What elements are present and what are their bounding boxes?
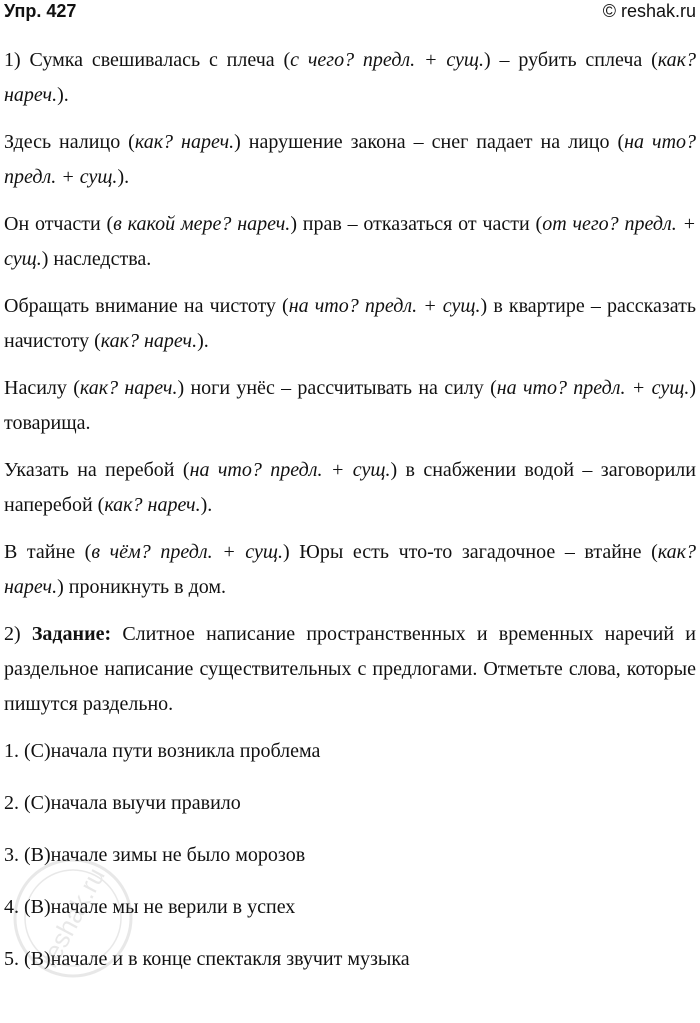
answer-option: 2. (С)начала выучи правило [4,792,241,814]
sentence-text: ) – рубить сплеча ( [484,49,658,71]
example-paragraph [4,125,696,195]
sentence-text: ) в квартире – рассказать начистоту ( [4,295,696,352]
task-prefix: 2) [4,623,32,645]
grammar-note: как? нареч. [134,131,235,153]
sentence-text: ) нарушение закона – снег падает на лицо ( [234,131,625,153]
example-paragraph [4,535,696,605]
grammar-note: с чего? предл. + сущ. [290,49,485,71]
example-paragraph [4,289,696,359]
paragraph-list [4,43,696,605]
site-copyright: © reshak.ru [602,1,696,21]
sentence-text: Обращать внимание на чистоту ( [4,295,289,317]
task-text: Слитное написание пространственных и временных наречий и раздельное написание существительных с предлогами. Отметьте слова, которые пишутся раздельно. [4,623,696,715]
grammar-note: на что? предл. + сущ. [4,131,697,188]
sentence-text: ) наследства. [41,248,152,270]
sentence-text: ) ноги унёс – рассчитывать на силу ( [177,377,497,399]
sentence-text: ). [197,330,209,352]
grammar-note: на что? предл. + сущ. [189,459,391,481]
sentence-text: ) проникнуть в дом. [57,576,227,598]
answer-option: 4. (В)начале мы не верили в успех [4,896,296,918]
sentence-text: 1) Сумка свешивалась с плеча ( [4,49,291,71]
example-paragraph [4,43,696,113]
example-paragraph [4,371,696,441]
answer-options [4,734,696,977]
answer-option: 5. (В)начале и в конце спектакля звучит музыка [4,948,410,970]
sentence-text: ) прав – отказаться от части ( [290,213,543,235]
sentence-text: ). [117,166,130,188]
task-intro [4,617,696,722]
sentence-text: ) в снабжении водой – заговорили наперебой ( [4,459,696,516]
sentence-text: Здесь налицо ( [4,131,135,153]
grammar-note: как? нареч. [100,330,198,352]
grammar-note: как? нареч. [79,377,178,399]
sentence-text: Он отчасти ( [4,213,114,235]
grammar-note: как? нареч. [104,494,201,516]
grammar-note: как? нареч. [4,49,696,106]
grammar-note: на что? предл. + сущ. [288,295,481,317]
sentence-text: Насилу ( [4,377,80,399]
sentence-text: ) товарища. [4,377,696,434]
grammar-note: от чего? предл. + сущ. [4,213,696,270]
example-paragraph [4,453,696,523]
grammar-note: в какой мере? нареч. [113,213,291,235]
task-label: Задание: [31,623,112,645]
exercise-content [4,43,696,994]
sentence-text: Указать на перебой ( [4,459,190,481]
page-header [0,0,700,26]
grammar-note: в чём? предл. + сущ. [91,541,284,563]
sentence-text: В тайне ( [4,541,92,563]
exercise-title: Упр. 427 [4,1,77,21]
sentence-text: ) Юры есть что-то загадочное – втайне ( [283,541,658,563]
grammar-note: на что? предл. + сущ. [496,377,690,399]
svg-text:reshak.ru: reshak.ru [33,862,111,973]
answer-option: 3. (В)начале зимы не было морозов [4,844,306,866]
grammar-note: как? нареч. [4,541,696,598]
sentence-text: ). [200,494,213,516]
sentence-text: ). [57,84,69,106]
answer-option: 1. (С)начала пути возникла проблема [4,740,321,762]
example-paragraph [4,207,696,277]
